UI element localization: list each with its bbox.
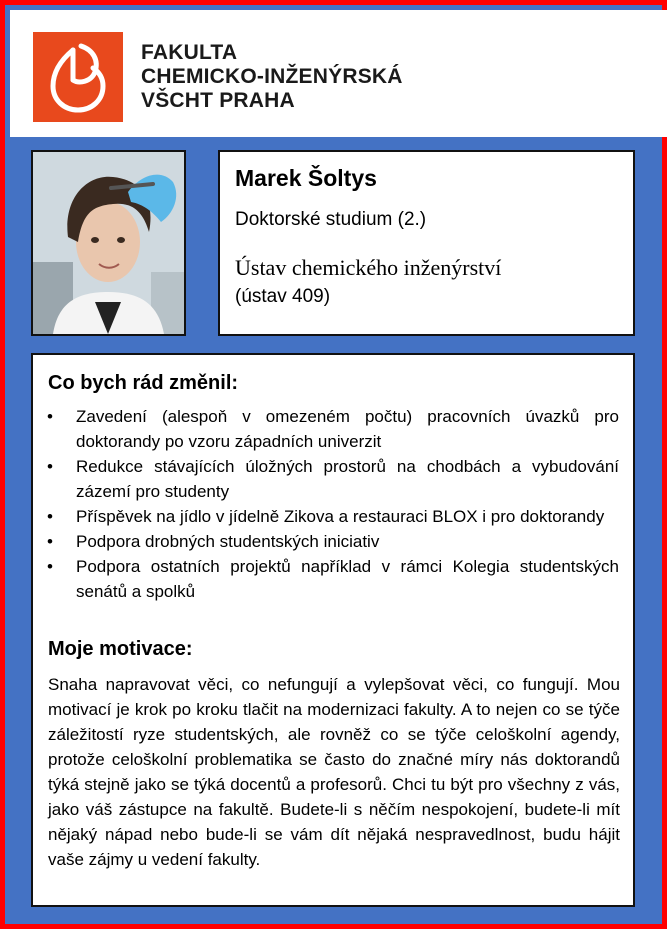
list-item xyxy=(43,404,619,454)
candidate-photo xyxy=(31,150,186,336)
portrait-image xyxy=(33,152,184,334)
list-item xyxy=(43,529,619,554)
list-item-text: Zavedení (alespoň v omezeném počtu) pracovních úvazků pro doktorandy po vzoru západních univerzit xyxy=(76,407,619,451)
candidate-info xyxy=(218,150,635,336)
changes-list xyxy=(43,404,619,604)
faculty-line-3: VŠCHT PRAHA xyxy=(141,89,295,112)
department-number: (ústav 409) xyxy=(235,286,331,307)
department: Ústav chemického inženýrství xyxy=(235,255,502,280)
content-panel xyxy=(31,353,635,907)
list-item xyxy=(43,454,619,504)
motivation-text: Snaha napravovat věci, co nefungují a vylepšovat věci, co fungují. Mou motivací je krok po kroku tlačit na modernizaci fakulty. A to nejen co se týče záležitostí ryze studentských, ale rovněž co se týče celoškolní agendy, protože celoškolní problematika se často do značné míry nás doktorandů týká stejně jako se týká docentů a profesorů. Chci tu být pro všechny z vás, jako váš zástupce na fakultě. Budete-li s něčím nespokojení, budete-li mít nějaký nápad nebo bude-li se vám dít nějaká nespravedlnost, budu hájit vaše zájmy u vedení fakulty. xyxy=(48,675,620,869)
list-item xyxy=(43,554,619,604)
bullet-icon: • xyxy=(47,507,53,526)
faculty-name xyxy=(141,41,403,113)
changes-heading: Co bych rád změnil: xyxy=(48,372,239,394)
faculty-line-1: FAKULTA xyxy=(141,41,238,64)
list-item xyxy=(43,504,619,529)
list-item-text: Podpora ostatních projektů například v rámci Kolegia studentských senátů a spolků xyxy=(76,557,619,601)
list-item-text: Redukce stávajících úložných prostorů na chodbách a vybudování zázemí pro studenty xyxy=(76,457,619,501)
bullet-icon: • xyxy=(47,532,53,551)
motivation-heading: Moje motivace: xyxy=(48,638,193,660)
bullet-icon: • xyxy=(47,457,53,476)
flask-drop-logo-icon xyxy=(33,32,123,122)
faculty-line-2: CHEMICKO-INŽENÝRSKÁ xyxy=(141,65,403,88)
header xyxy=(10,10,667,137)
candidate-name: Marek Šoltys xyxy=(235,165,377,191)
study-program: Doktorské studium (2.) xyxy=(235,209,427,230)
list-item-text: Podpora drobných studentských iniciativ xyxy=(76,532,380,551)
bullet-icon: • xyxy=(47,407,53,426)
bullet-icon: • xyxy=(47,557,53,576)
list-item-text: Příspěvek na jídlo v jídelně Zikova a restauraci BLOX i pro doktorandy xyxy=(76,507,605,526)
